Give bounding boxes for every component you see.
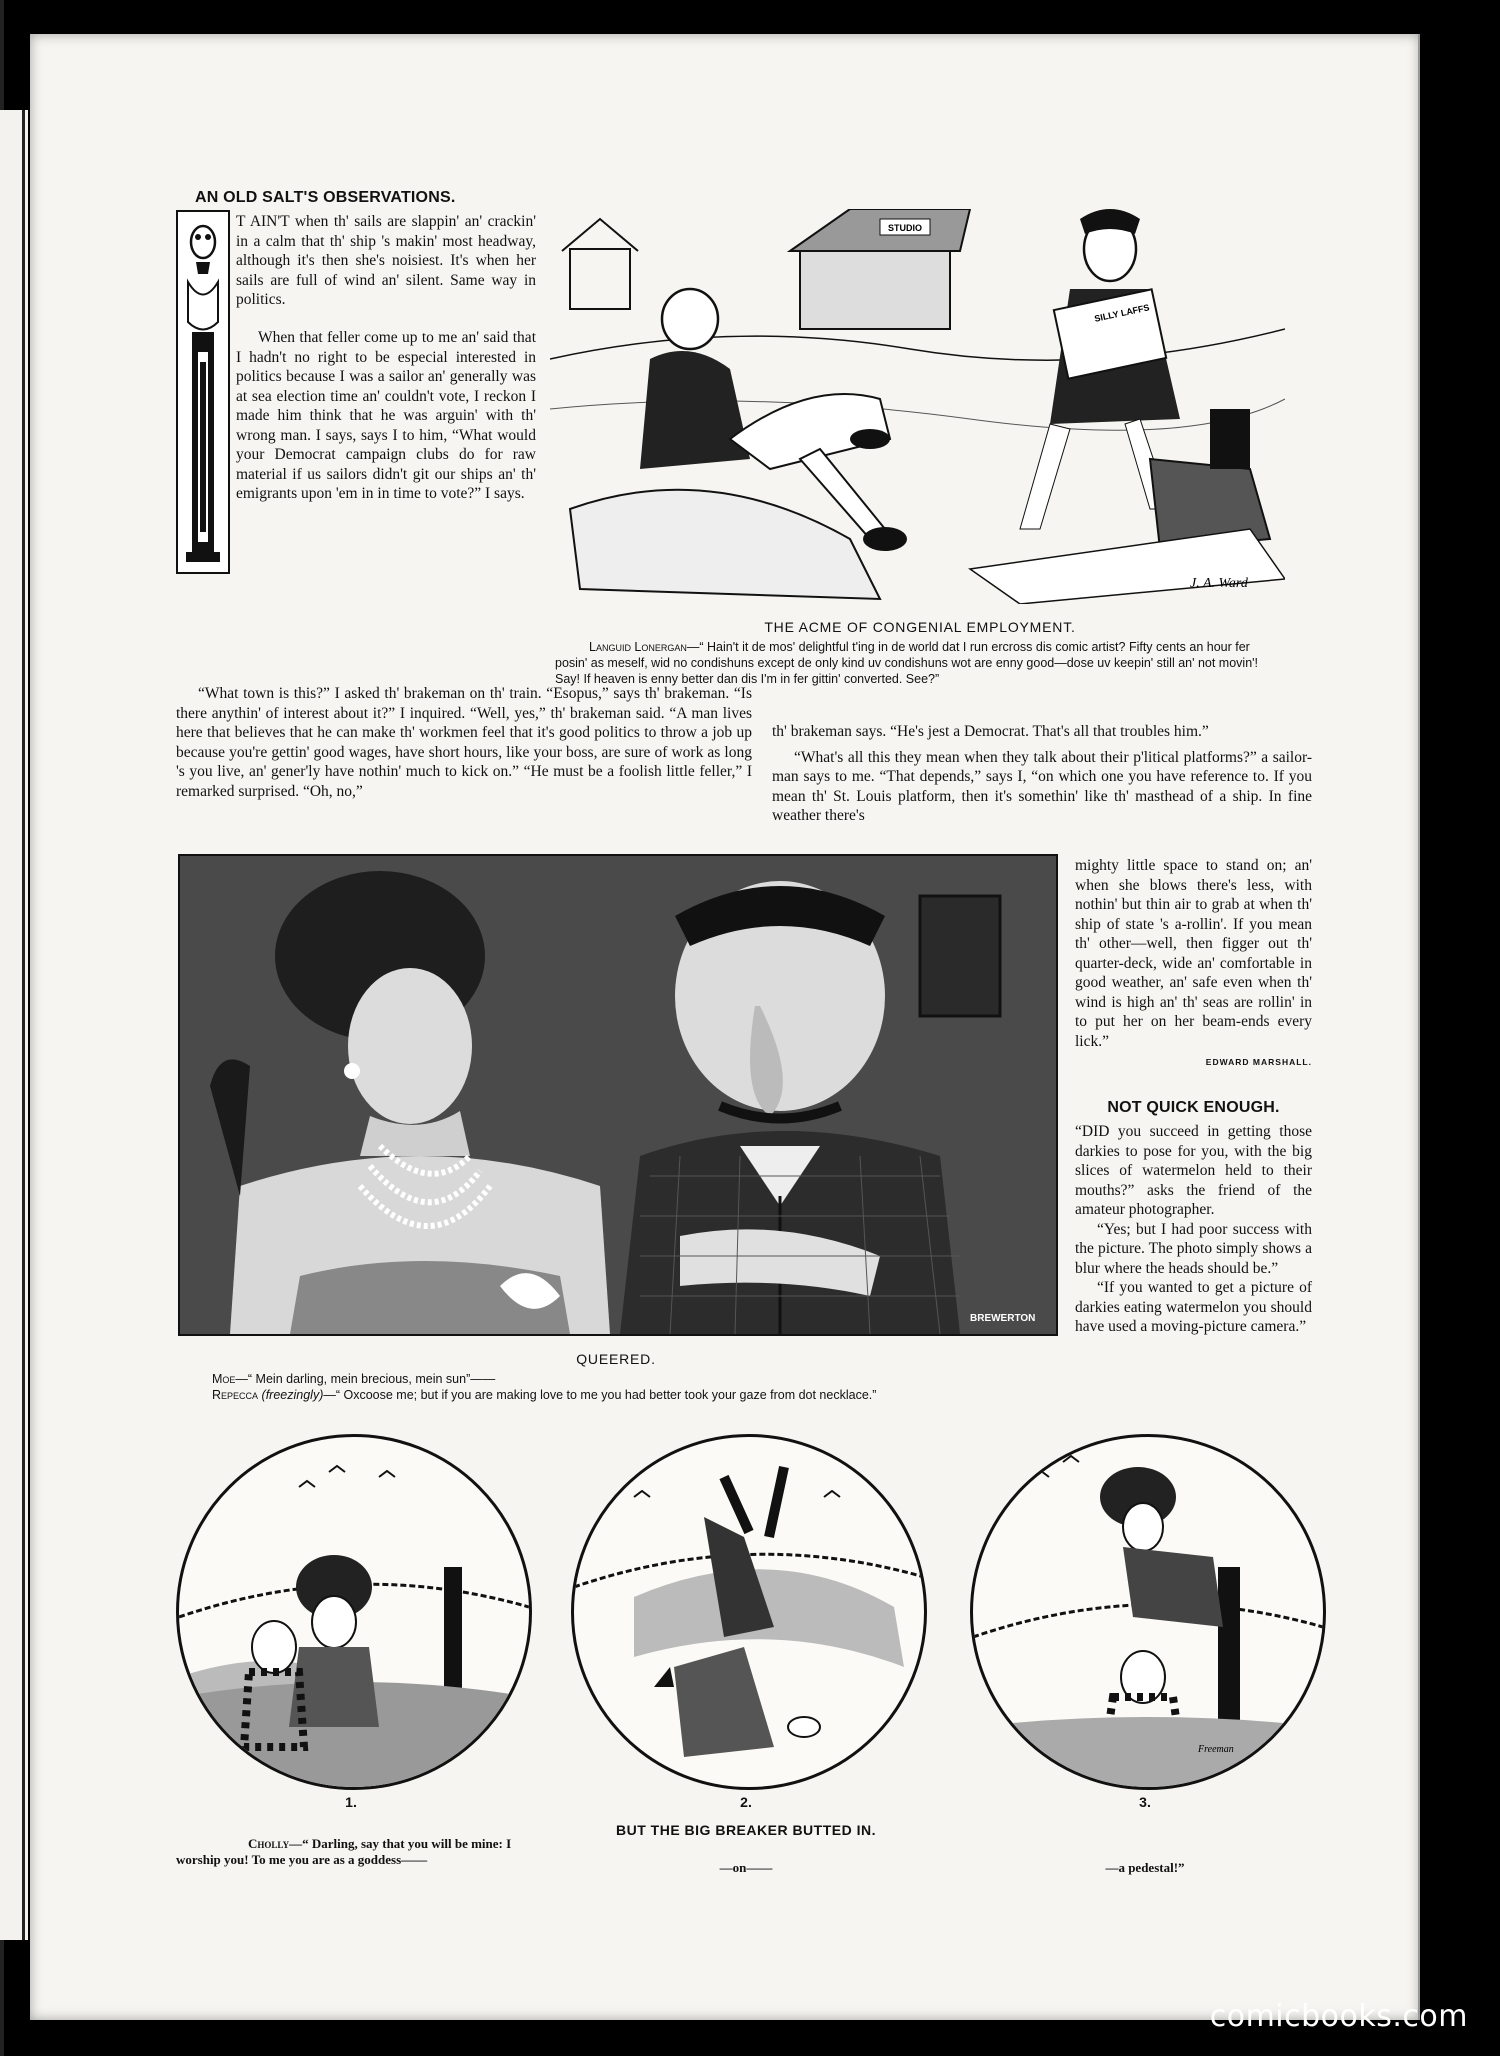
sketchbook-label: SILLY LAFFS (1093, 302, 1151, 324)
article-title-not-quick: NOT QUICK ENOUGH. (1107, 1099, 1280, 1116)
cartoon-caption-acme (555, 639, 1285, 687)
cartoon-illustration-queered (178, 854, 1058, 1336)
article-column-right (772, 722, 1312, 826)
cartoon-signature: J. A. Ward (1190, 576, 1248, 591)
caption-aside: (freezingly) (261, 1388, 324, 1402)
caption-line (178, 1387, 1054, 1403)
strip-panel-2 (571, 1434, 927, 1790)
article-paragraph: mighty little space to stand on; an' when she blows there's less, with nothin' but thin air to grab at when th' ship of state 's a-rollin'. If you mean th' other—well, then figger out th' quarter-deck, wide an' comfortable in good weather, an' safe even when th' wind is high an' th' seas are rollin' in to put her on her beam-ends every lick.” (1075, 857, 1312, 1050)
article-paragraph: T AIN'T when th' sails are slappin' an' crackin' in a calm that th' ship 's makin' most headway, although it's then she's noisiest. It's when her sails are full of wind an' silent. Same way in politics. (236, 213, 536, 308)
owl-ornament-icon (178, 212, 228, 572)
cartoon-title-queered: QUEERED. (576, 1351, 656, 1367)
article-paragraph: “Yes; but I had poor success with the picture. The photo simply shows a blur where the heads should be.” (1075, 1220, 1312, 1277)
magazine-page (30, 34, 1420, 2020)
page-right-edge (1418, 34, 1420, 2020)
watermark-text: comicbooks.com (1209, 1999, 1468, 2034)
panel-number: 3. (1139, 1794, 1151, 1810)
caption-line (178, 1371, 1054, 1387)
caption-speaker: Repecca (212, 1388, 259, 1402)
strip-caption-1 (176, 1836, 546, 1868)
caption-speaker: Moe (212, 1372, 236, 1386)
caption-speaker: Cholly (248, 1836, 290, 1851)
article-title-old-salt: AN OLD SALT'S OBSERVATIONS. (195, 189, 456, 206)
drop-cap-ornament (176, 210, 230, 574)
cartoon-illustration-artist (550, 209, 1285, 604)
article-column-not-quick (1075, 1122, 1312, 1337)
article-column-top (236, 212, 536, 310)
strip-signature: Freeman (1198, 1744, 1234, 1755)
cartoon-caption-queered (178, 1371, 1054, 1403)
left-page-rule (22, 110, 25, 1940)
article-paragraph: th' brakeman says. “He's jest a Democrat. That's all that troubles him.” (772, 723, 1209, 740)
article-paragraph: “If you wanted to get a picture of darkies eating watermelon you should have used a moving-picture camera.” (1075, 1279, 1312, 1335)
caption-speech: —“ Darling, say that you will be mine: I worship you! To me you are as a goddess—— (176, 1836, 512, 1867)
caption-speech: —“ Mein darling, mein brecious, mein sun”—— (235, 1372, 496, 1386)
article-column-narrow (1075, 856, 1312, 1073)
caption-speech: —“ Hain't it de mos' delightful t'ing in de world dat I run ercross dis comic artist? Fifty cents an hour fer posin' as meself, wid no condishuns except de only kind uv condishuns wot are enny good—dose uv keepin' still an' not movin'! Say! If heaven is enny better dan dis I'm in fer gittin' converted. See?” (555, 640, 1259, 686)
studio-sign: STUDIO (887, 223, 923, 233)
article-byline: EDWARD MARSHALL. (1205, 1057, 1312, 1067)
caption-speech: —“ Oxcoose me; but if you are making love to me you had better took your gaze from dot necklace.” (323, 1388, 877, 1402)
article-column-left (176, 684, 752, 801)
article-paragraph: “What's all this they mean when they talk about their p'litical platforms?” a sailor-man says to me. “That depends,” says I, “on which one you have reference to. If you mean th' St. Louis platform, then it's somethin' like th' masthead of a ship. In fine weather there's (772, 748, 1312, 824)
article-paragraph: “What town is this?” I asked th' brakeman on th' train. “Esopus,” says th' brakeman. “Is there anythin' of interest about it?” I inquired. “Well, yes,” th' brakeman said. “A man lives here that believes that he can make th' workmen feel that it's good politics to throw a job up because you're gettin' good wages, have short hours, like your boss, are sure of work as long 's you live, an' gener'ly have nothin' much to kick on.” “He must be a foolish little feller,” I remarked surprised. “Oh, no,” (176, 685, 752, 800)
cartoon-signature: BREWERTON (970, 1313, 1036, 1324)
strip-caption-2: —on—— (719, 1860, 773, 1875)
strip-title: BUT THE BIG BREAKER BUTTED IN. (616, 1822, 876, 1838)
strip-panel-1 (176, 1434, 532, 1790)
caption-speaker: Languid Lonergan (589, 640, 687, 654)
strip-panel-3 (970, 1434, 1326, 1790)
article-paragraph: “DID you succeed in getting those darkies to pose for you, with the big slices of watermelon held to their mouths?” asks the friend of the amateur photographer. (1075, 1123, 1312, 1218)
panel-number: 1. (345, 1794, 357, 1810)
article-column-mid (236, 328, 536, 504)
cartoon-title-acme: THE ACME OF CONGENIAL EMPLOYMENT. (764, 619, 1076, 635)
panel-number: 2. (740, 1794, 752, 1810)
article-paragraph: When that feller come up to me an' said that I hadn't no right to be especial interested in politics because I was a sailor an' generally was at sea election time an' couldn't vote, I reckon I made him think that he was arguin' with th' wrong man. I says, says I to him, “What would your Democrat campaign clubs do for raw material if us sailors didn't git our ships an' th' emigrants upon 'em in in time to vote?” I says. (236, 329, 536, 502)
strip-caption-3: —a pedestal!” (1105, 1860, 1185, 1875)
